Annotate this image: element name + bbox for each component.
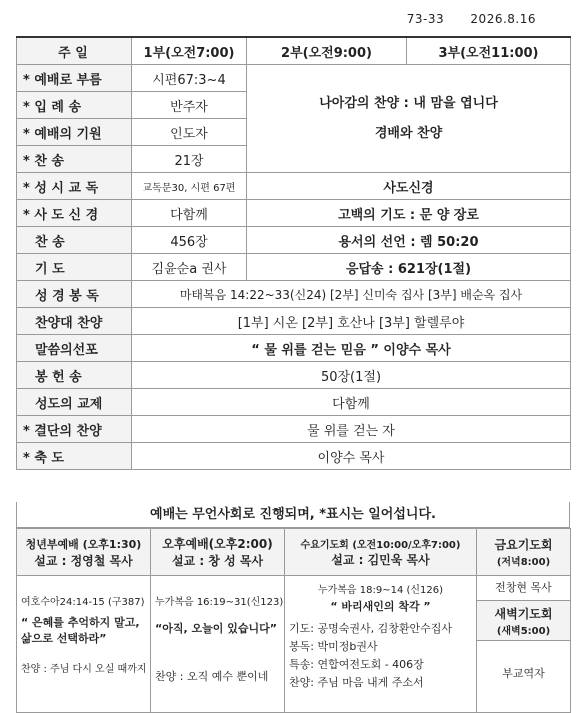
youth-sermon: “ 은혜를 추억하지 말고, 삶으로 선택하라” bbox=[21, 616, 140, 645]
table-row bbox=[17, 281, 571, 308]
declaration-of-pardon: 용서의 선언 : 렘 50:20 bbox=[247, 227, 571, 254]
table-row bbox=[17, 173, 571, 200]
row-label: 찬 송 bbox=[17, 227, 132, 254]
wednesday-prayer: 기도: 공명숙권사, 김창환안수집사 bbox=[289, 622, 452, 635]
wednesday-special-song: 특송: 연합여전도회 - 406장 bbox=[289, 658, 424, 671]
approach-praise-cell bbox=[247, 65, 571, 173]
wednesday-service-title: 수요기도회 (오전10:00/오후7:00) bbox=[300, 540, 461, 551]
friday-service-header bbox=[477, 529, 571, 576]
standing-notice: 예배는 무언사회로 진행되며, *표시는 일어섭니다. bbox=[16, 502, 570, 528]
row-label: 성 경 봉 독 bbox=[17, 281, 132, 308]
friday-service-body bbox=[477, 576, 571, 713]
row-value: 인도자 bbox=[132, 119, 247, 146]
dawn-service-title: 새벽기도회 bbox=[494, 607, 553, 621]
row-label: 봉 헌 송 bbox=[17, 362, 132, 389]
afternoon-service-header bbox=[151, 529, 285, 576]
row-label: * 성 시 교 독 bbox=[17, 173, 132, 200]
table-row bbox=[17, 362, 571, 389]
wednesday-passage: 누가복음 18:9~14 (신126) bbox=[317, 585, 444, 596]
row-label: * 찬 송 bbox=[17, 146, 132, 173]
dawn-service-header bbox=[477, 601, 570, 641]
row-label: * 축 도 bbox=[17, 443, 132, 470]
row-label: 찬양대 찬양 bbox=[17, 308, 132, 335]
row-label: * 예배의 기원 bbox=[17, 119, 132, 146]
afternoon-service-leader: 설교 : 창 성 목사 bbox=[171, 554, 264, 568]
afternoon-hymn: 찬양 : 오직 예수 뿐이네 bbox=[155, 670, 269, 683]
table-row bbox=[17, 227, 571, 254]
youth-service-header bbox=[17, 529, 151, 576]
wednesday-hymn: 찬양: 주님 마음 내게 주소서 bbox=[289, 676, 424, 689]
wednesday-service-leader: 설교 : 김민욱 목사 bbox=[331, 553, 430, 567]
row-value: 21장 bbox=[132, 146, 247, 173]
worship-praise: 경배와 찬양 bbox=[374, 125, 443, 141]
dawn-service-time: (새벽5:00) bbox=[496, 626, 551, 637]
other-services-header bbox=[17, 529, 571, 576]
row-label: 성도의 교제 bbox=[17, 389, 132, 416]
afternoon-passage: 누가복음 16:19~31(신123) bbox=[155, 597, 284, 608]
friday-service-title: 금요기도회 bbox=[494, 538, 553, 552]
row-label: 말씀의선포 bbox=[17, 335, 132, 362]
table-row bbox=[17, 443, 571, 470]
youth-service-leader: 설교 : 정영철 목사 bbox=[34, 553, 133, 568]
wednesday-service-header bbox=[285, 529, 477, 576]
table-row bbox=[17, 308, 571, 335]
row-label: * 결단의 찬양 bbox=[17, 416, 132, 443]
dawn-service-leader: 부교역자 bbox=[502, 667, 545, 680]
bulletin-code: 73-33 bbox=[406, 12, 445, 26]
offertory-hymn: 50장(1절) bbox=[132, 362, 571, 389]
table-row bbox=[17, 335, 571, 362]
scripture-reading: 마태복음 14:22~33(신24) [2부] 신미숙 집사 [3부] 배순옥 집사 bbox=[132, 281, 571, 308]
choir-anthem: [1부] 시온 [2부] 호산나 [3부] 할렐루야 bbox=[132, 308, 571, 335]
table-row bbox=[17, 65, 571, 92]
other-services-table bbox=[16, 528, 571, 713]
order-of-worship-table bbox=[16, 36, 571, 470]
youth-service-body bbox=[17, 576, 151, 713]
benediction: 이양수 목사 bbox=[132, 443, 571, 470]
dedication-hymn: 물 위를 걷는 자 bbox=[132, 416, 571, 443]
sermon: “ 물 위를 걷는 믿음 ” 이양수 목사 bbox=[132, 335, 571, 362]
row-label: 기 도 bbox=[17, 254, 132, 281]
service-2-time: 2부(오전9:00) bbox=[247, 37, 407, 65]
response-hymn: 응답송 : 621장(1절) bbox=[247, 254, 571, 281]
approach-praise: 나아감의 찬양 : 내 맘을 엽니다 bbox=[319, 95, 498, 111]
afternoon-service-body bbox=[151, 576, 285, 713]
youth-service-title: 청년부예배 (오후1:30) bbox=[25, 537, 142, 551]
table-row bbox=[17, 416, 571, 443]
row-value: 시편67:3~4 bbox=[132, 65, 247, 92]
bulletin-date: 2026.8.16 bbox=[470, 12, 536, 26]
wednesday-sermon: “ 바리새인의 착각 ” bbox=[330, 600, 431, 613]
row-value: 456장 bbox=[132, 227, 247, 254]
table-row bbox=[17, 389, 571, 416]
friday-leader: 전창현 목사 bbox=[477, 576, 570, 601]
other-services-body bbox=[17, 576, 571, 713]
youth-passage: 여호수아24:14-15 (구387) bbox=[21, 597, 145, 608]
afternoon-sermon: “아직, 오늘이 있습니다” bbox=[155, 622, 277, 635]
fellowship: 다함께 bbox=[132, 389, 571, 416]
table-row bbox=[17, 200, 571, 227]
row-value: 반주자 bbox=[132, 92, 247, 119]
service-1-time: 1부(오전7:00) bbox=[132, 37, 247, 65]
service-3-time: 3부(오전11:00) bbox=[407, 37, 571, 65]
row-value: 교독문30, 시편 67편 bbox=[132, 173, 247, 200]
service-times-row bbox=[17, 37, 571, 65]
row-label: * 입 례 송 bbox=[17, 92, 132, 119]
afternoon-service-title: 오후예배(오후2:00) bbox=[162, 537, 273, 551]
apostles-creed: 사도신경 bbox=[247, 173, 571, 200]
sunday-label: 주 일 bbox=[17, 37, 132, 65]
row-label: * 예배로 부름 bbox=[17, 65, 132, 92]
row-value: 다함께 bbox=[132, 200, 247, 227]
wednesday-service-body bbox=[285, 576, 477, 713]
bulletin-header bbox=[385, 12, 536, 26]
confession-prayer: 고백의 기도 : 문 양 장로 bbox=[247, 200, 571, 227]
row-label: * 사 도 신 경 bbox=[17, 200, 132, 227]
wednesday-reading: 봉독: 박미정b권사 bbox=[289, 640, 378, 653]
friday-service-time: (저녁8:00) bbox=[496, 557, 551, 568]
row-value: 김윤순a 권사 bbox=[132, 254, 247, 281]
youth-hymn: 찬양 : 주님 다시 오실 때까지 bbox=[21, 664, 147, 675]
table-row bbox=[17, 254, 571, 281]
